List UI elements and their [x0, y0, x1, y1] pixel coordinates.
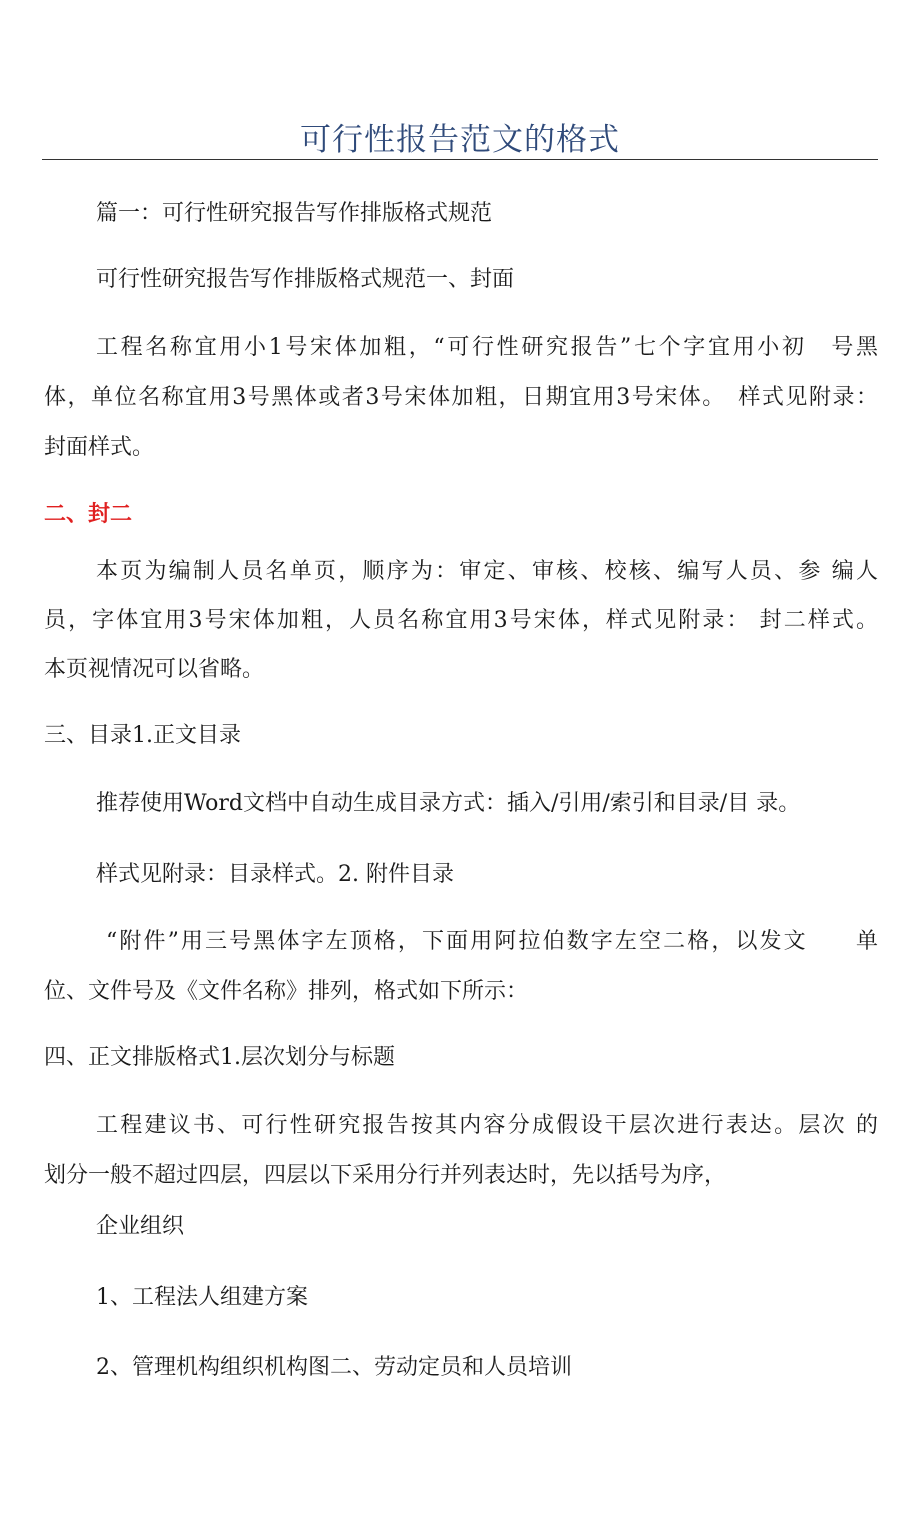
paragraph-line: 本页视情况可以省略。: [44, 657, 265, 682]
paragraph-line: 工程建议书、可行性研究报告按其内容分成假设干层次进行表达。层次 的: [96, 1113, 878, 1138]
paragraph-line: 划分一般不超过四层，四层以下采用分行并列表达时，先以括号为序，: [44, 1163, 727, 1188]
section-heading-4: 四、正文排版格式1.层次划分与标题: [44, 1045, 395, 1070]
paragraph-line: “附件”用三号黑体字左顶格，下面用阿拉伯数字左空二格，以发文 单: [106, 929, 878, 954]
section-heading-1: 篇一：可行性研究报告写作排版格式规范: [96, 201, 493, 226]
list-item: 2、管理机构组织机构图二、劳动定员和人员培训: [96, 1355, 572, 1380]
paragraph-line: 推荐使用Word文档中自动生成目录方式：插入/引用/索引和目录/目 录。: [96, 791, 801, 816]
section-heading-red: 二、封二: [44, 501, 133, 527]
paragraph-line: 可行性研究报告写作排版格式规范一、封面: [96, 267, 515, 292]
section-heading-3: 三、目录1.正文目录: [44, 723, 241, 748]
paragraph-line: 员，字体宜用3号宋体加粗，人员名称宜用3号宋体，样式见附录： 封二样式。: [44, 608, 878, 633]
paragraph-line: 样式见附录：目录样式。2. 附件目录: [96, 862, 454, 887]
list-item: 1、工程法人组建方案: [96, 1285, 308, 1310]
title-underline: [42, 159, 878, 160]
paragraph-line: 工程名称宜用小1号宋体加粗，“可行性研究报告”七个字宜用小初 号黑: [96, 335, 878, 360]
document-title: 可行性报告范文的格式: [300, 122, 620, 158]
paragraph-line: 位、文件号及《文件名称》排列，格式如下所示：: [44, 979, 529, 1004]
paragraph-line: 封面样式。: [44, 435, 155, 460]
paragraph-line: 本页为编制人员名单页，顺序为：审定、审核、校核、编写人员、参 编人: [96, 559, 878, 584]
list-item: 企业组织: [96, 1214, 185, 1239]
paragraph-line: 体，单位名称宜用3号黑体或者3号宋体加粗，日期宜用3号宋体。 样式见附录：: [44, 385, 878, 410]
